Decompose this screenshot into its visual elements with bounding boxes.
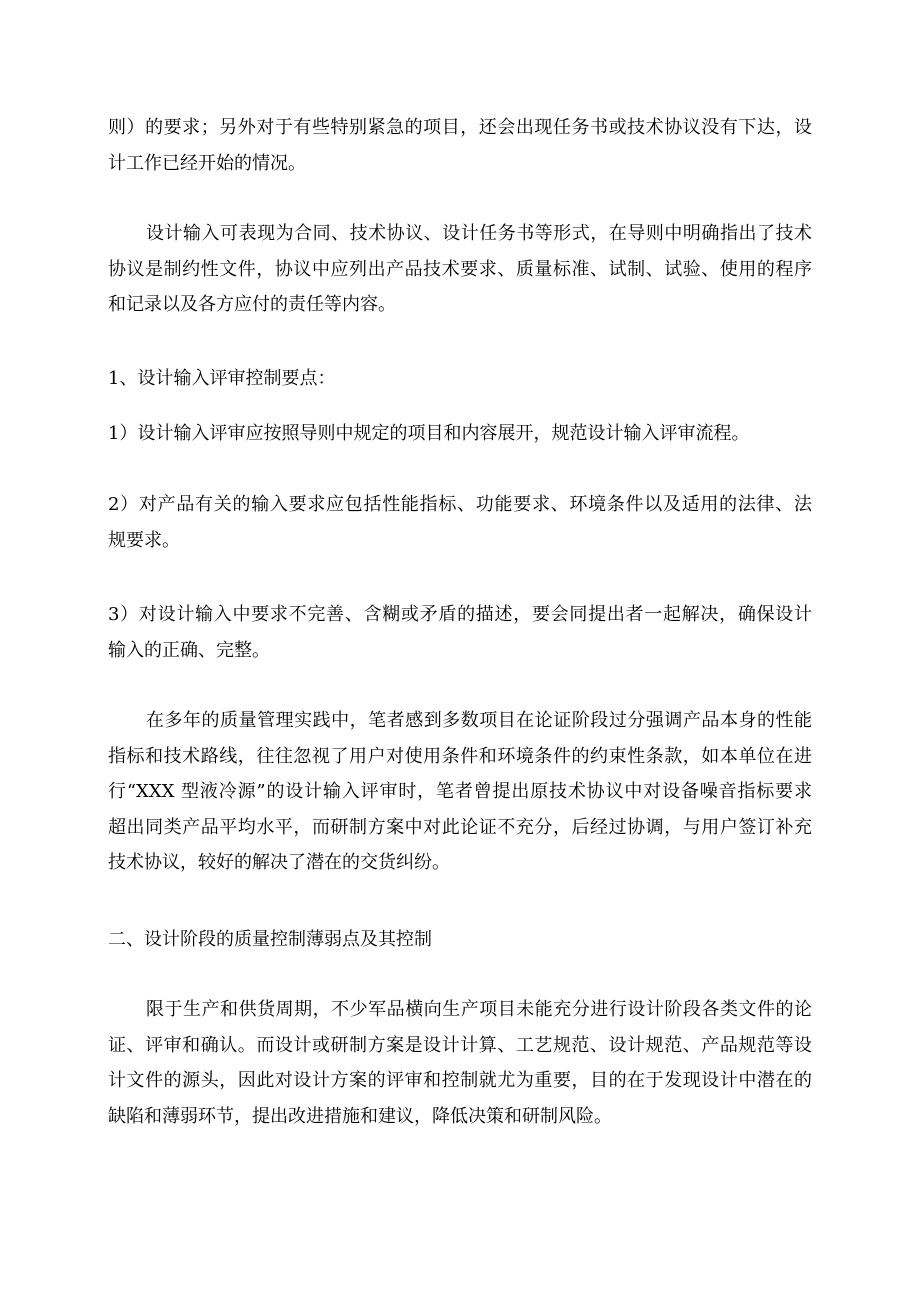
text-line: 指标和技术路线，往往忽视了用户对使用条件和环境条件的约束性条款，如本单位在进 [108,745,812,767]
text-line: 缺陷和薄弱环节，提出改进措施和建议，降低决策和研制风险。 [108,1105,612,1127]
text-line: 证、评审和确认。而设计或研制方案是设计计算、工艺规范、设计规范、产品规范等设 [108,1034,812,1056]
text-line: 技术协议，较好的解决了潜在的交货纠纷。 [108,852,450,873]
text-line: 二、设计阶段的质量控制薄弱点及其控制 [108,929,432,950]
text-line: 2）对产品有关的输入要求应包括性能指标、功能要求、环境条件以及适用的法律、法 [108,494,812,515]
section-heading [108,922,812,958]
section-subheading [108,361,812,397]
text-line: 1）设计输入评审应按照导则中规定的项目和内容展开，规范设计输入评审流程。 [108,423,750,444]
text-line: 设计输入可表现为合同、技术协议、设计任务书等形式，在导则中明确指出了技术 [146,223,812,244]
text-line: 计文件的源头，因此对设计方案的评审和控制就尤为重要，目的在于发现设计中潜在的 [108,1070,812,1091]
text-line: 则）的要求；另外对于有些特别紧急的项目，还会出现任务书或技术协议没有下达，设 [108,117,812,138]
text-line: 规要求。 [108,529,180,551]
list-item-1 [108,416,812,452]
text-line: 3）对设计输入中要求不完善、含糊或矛盾的描述，要会同提出者一起解决，确保设计 [108,604,812,625]
paragraph-design-phase [108,992,812,1134]
text-line: 在多年的质量管理实践中，笔者感到多数项目在论证阶段过分强调产品本身的性能 [146,710,812,731]
text-line: 计工作已经开始的情况。 [108,152,306,174]
paragraph-design-input-forms [108,216,812,323]
text-line: 行“XXX 型液冷源”的设计输入评审时，笔者曾提出原技术协议中对设备噪音指标要求 [108,781,812,802]
paragraph-practice-example [108,703,812,881]
text-line: 和记录以及各方应付的责任等内容。 [108,294,396,315]
text-line: 限于生产和供货周期，不少军品横向生产项目未能充分进行设计阶段各类文件的论 [146,999,812,1020]
text-line: 超出同类产品平均水平，而研制方案中对此论证不充分，后经过协调，与用户签订补充 [108,816,812,838]
text-line: 协议是制约性文件，协议中应列出产品技术要求、质量标准、试制、试验、使用的程序 [108,258,812,280]
list-item-2 [108,487,812,558]
text-line: 输入的正确、完整。 [108,639,270,661]
text-line: 1、设计输入评审控制要点： [108,368,336,389]
paragraph-continuation [108,110,812,181]
list-item-3 [108,597,812,668]
